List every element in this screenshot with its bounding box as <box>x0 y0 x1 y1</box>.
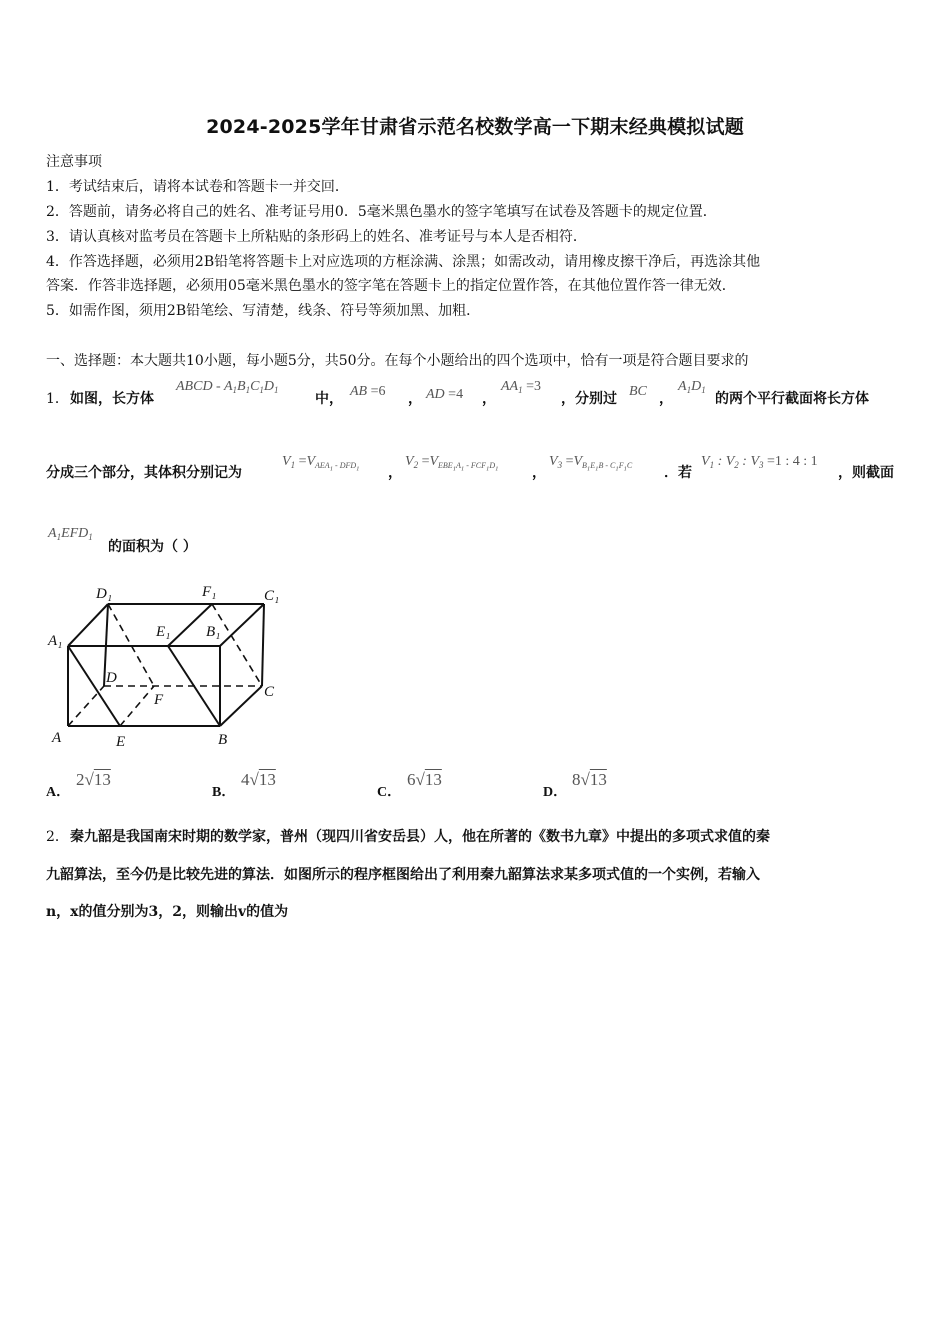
label-F: F <box>154 692 164 708</box>
q1-math-ratio: $V_1$ : $V_2$ : $V_3 =1$ : 4 : 1 <box>701 454 818 470</box>
label-D: D <box>106 670 117 686</box>
label-E: E <box>116 734 126 750</box>
q1-text-5: 分成三个部分，其体积分别记为 <box>46 465 242 481</box>
q1-comma-5: ， <box>532 465 546 481</box>
q2-line-1: 秦九韶是我国南宋时期的数学家，普州（现四川省安岳县）人，他在所著的《数书九章》中提出的多项式求值的秦 <box>70 829 770 845</box>
q1-text-6: ．若 <box>664 465 692 481</box>
q1-text-3: ，分别过 <box>561 391 617 407</box>
q1-number: 1． <box>46 391 69 407</box>
q1-math-v2: $V_2 =V_{EBE_1A_1 - FCF_1D_1}$ <box>405 454 499 473</box>
q1-math-ab: AB =6 <box>350 384 386 399</box>
notice-item-2: 2．答题前，请务必将自己的姓名、准考证号用0．5毫米黑色墨水的签字笔填写在试卷及答题卡的规定位置． <box>46 204 717 220</box>
label-E1: E₁ <box>156 624 171 640</box>
q1-math-aa1: $AA_1 =3$ <box>501 379 542 395</box>
q1-comma-3: ， <box>659 391 673 407</box>
label-C1: C₁ <box>264 588 280 604</box>
q1-comma-2: ， <box>482 391 496 407</box>
q1-comma-4: ， <box>388 465 402 481</box>
notice-item-4: 4．作答选择题，必须用2B铅笔将答题卡上对应选项的方框涂满、涂黑；如需改动，请用橡皮擦干净后，再选涂其他 <box>46 254 761 270</box>
label-F1: F₁ <box>202 584 217 600</box>
q1-math-a1d1: $A_1D_1$ <box>678 379 706 395</box>
q1-math-box: ABCD - $A_1B_1C_1D_1$ <box>176 379 279 395</box>
notice-item-3: 3．请认真核对监考员在答题卡上所粘贴的条形码上的姓名、准考证号与本人是否相符． <box>46 229 587 245</box>
q2-line-3: n，x的值分别为3，2，则输出v的值为 <box>46 904 289 920</box>
label-B1: B₁ <box>206 624 221 640</box>
choice-b-value: 4√13 <box>241 770 276 789</box>
choice-b-letter: B． <box>212 785 236 800</box>
notice-item-5: 5．如需作图，须用2B铅笔绘、写清楚，线条、符号等须加黑、加粗． <box>46 303 481 319</box>
q1-math-bc: BC <box>629 384 647 399</box>
q1-text-4: 的两个平行截面将长方体 <box>715 391 869 407</box>
q1-text-7: ，则截面 <box>838 465 894 481</box>
choice-d-letter: D． <box>543 785 568 800</box>
q1-math-v3: $V_3 =V_{B_1E_1B - C_1F_1C}$ <box>549 454 633 473</box>
choice-d-value: 8√13 <box>572 770 607 789</box>
page-title: 2024-2025学年甘肃省示范名校数学高一下期末经典模拟试题 <box>206 116 744 138</box>
q1-text-2: 中， <box>315 391 343 407</box>
q1-comma-1: ， <box>408 391 422 407</box>
label-C: C <box>264 684 275 700</box>
choice-a-letter: A． <box>46 785 71 800</box>
label-D1: D₁ <box>96 586 113 602</box>
choice-c-letter: C． <box>377 785 402 800</box>
label-A1: A₁ <box>48 633 63 649</box>
q1-math-ad: AD =4 <box>426 387 464 402</box>
label-B: B <box>218 732 228 748</box>
cuboid-figure <box>44 578 304 756</box>
q1-text-1: 如图，长方体 <box>70 391 154 407</box>
choice-a-value: 2√13 <box>76 770 111 789</box>
q1-math-v1: $V_1 =V_{AEA_1 - DFD_1}$ <box>282 454 360 473</box>
q1-math-section: $A_1EFD_1$ <box>48 526 93 542</box>
notice-item-4-cont: 答案．作答非选择题，必须用05毫米黑色墨水的签字笔在答题卡上的指定位置作答，在其他位置作答一律无效． <box>46 278 736 294</box>
section-heading: 一、选择题：本大题共10小题，每小题5分，共50分。在每个小题给出的四个选项中，恰有一项是符合题目要求的 <box>46 353 749 369</box>
label-A: A <box>52 730 62 746</box>
choice-c-value: 6√13 <box>407 770 442 789</box>
q1-text-8: 的面积为（ ） <box>108 539 197 555</box>
notice-heading: 注意事项 <box>46 154 102 170</box>
notice-item-1: 1．考试结束后，请将本试卷和答题卡一并交回． <box>46 179 349 195</box>
q2-number: 2． <box>46 829 69 845</box>
q2-line-2: 九韶算法，至今仍是比较先进的算法．如图所示的程序框图给出了利用秦九韶算法求某多项式值的一个实例，若输入 <box>46 867 760 883</box>
